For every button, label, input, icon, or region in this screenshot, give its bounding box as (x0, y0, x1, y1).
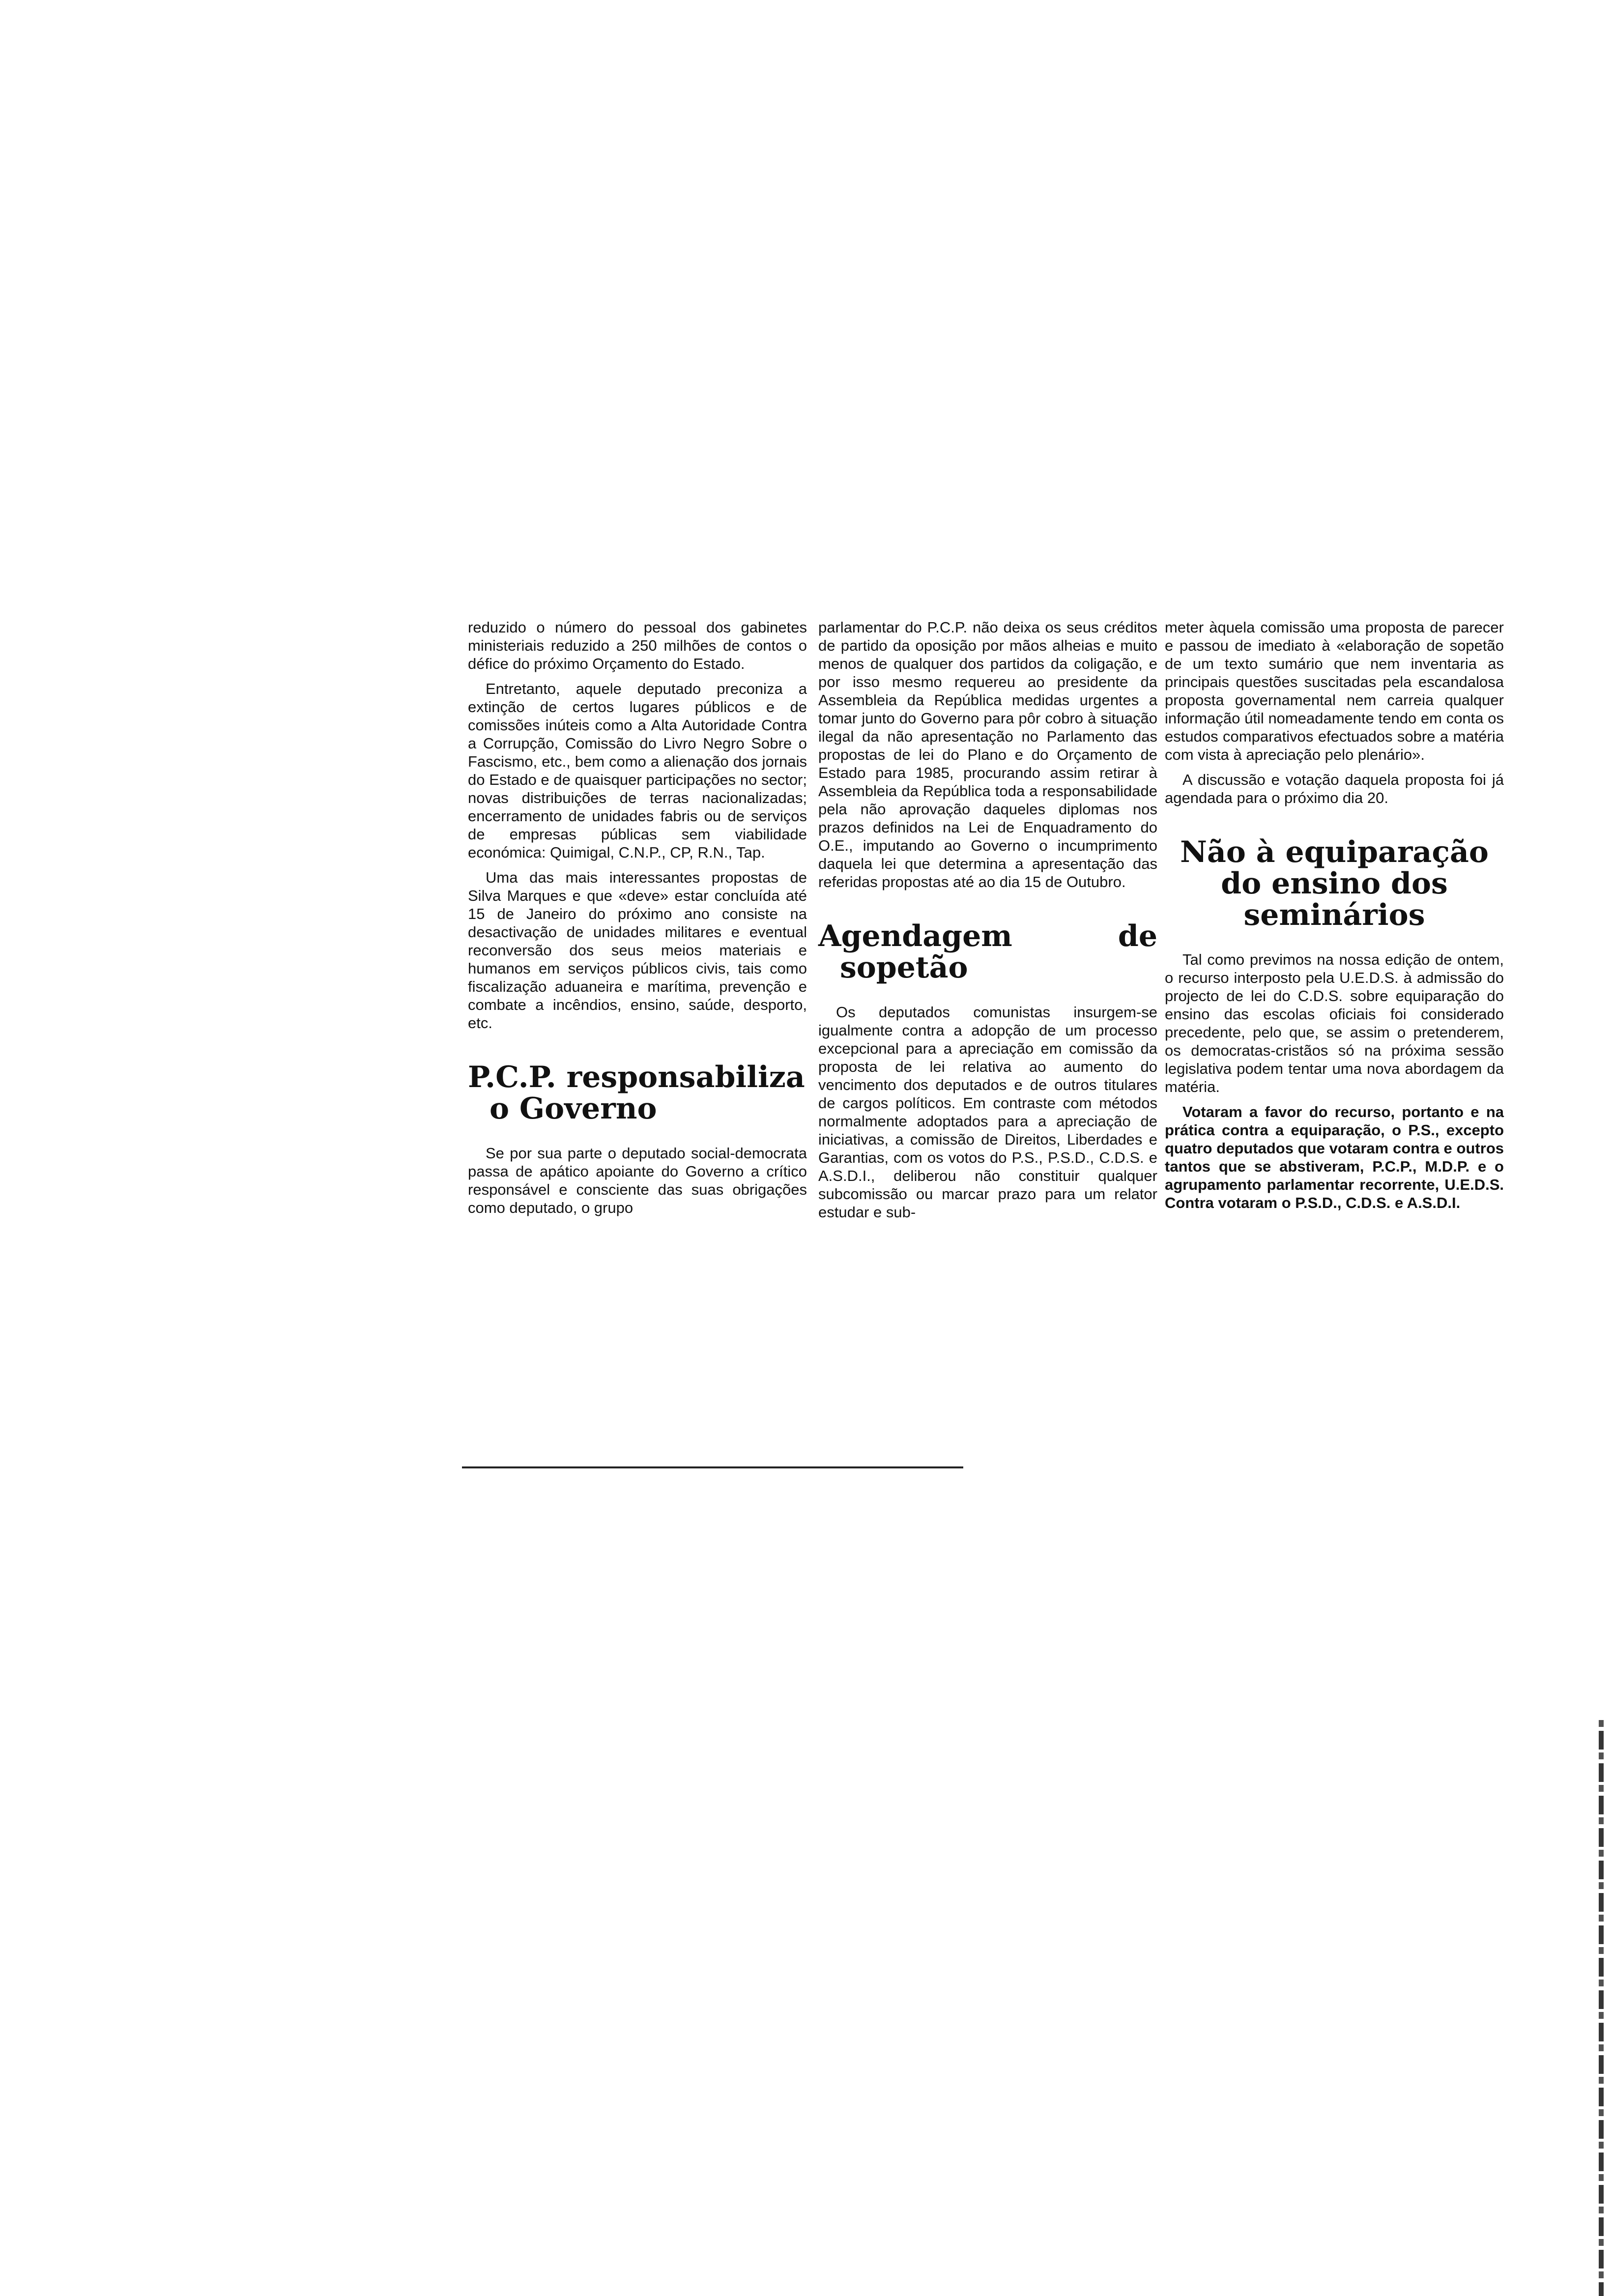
column1-paragraph-2: Entretanto, aquele deputado preconiza a extinção de certos lugares públicos e de comissões inúteis como a Alta Autoridade Contra a Corrupção, Comissão do Livro Negro Sobre o Fascismo, etc., bem como a alienação dos jornais do Estado e de quaisquer participações no sector; novas distribuições de terras nacionalizadas; encerramento de unidades fabris ou de serviços de empresas públicas sem viabilidade económica: Quimigal, C.N.P., CP, R.N., Tap. (468, 680, 807, 861)
subheading-pcp-line1: P.C.P. responsabiliza (468, 1060, 805, 1094)
scan-edge-artifact (1599, 1720, 1604, 2296)
article-column-2 (818, 618, 1157, 1228)
subheading-agendagem-line2: sopetão (840, 950, 968, 985)
subheading-equiparacao-line2: do ensino dos seminários (1221, 866, 1448, 932)
column3-paragraph-4: Votaram a favor do recurso, portanto e na prática contra a equiparação, o P.S., excepto quatro deputados que votaram contra e outros tantos que se abstiveram, P.C.P., M.D.P. e o agrupamento parlamentar recorrente, U.E.D.S. Contra votaram o P.S.D., C.D.S. e A.S.D.I. (1165, 1103, 1504, 1211)
bottom-rule (462, 1466, 963, 1468)
column2-paragraph-2: Os deputados comunistas insurgem-se igualmente contra a adopção de um processo excepcional para a apreciação em comissão da proposta de lei relativa ao aumento do vencimento dos deputados e de outros titulares de cargos políticos. Em contraste com métodos normalmente adoptados para a apreciação de iniciativas, a comissão de Direitos, Liberdades e Garantias, com os votos do P.S., P.S.D., C.D.S. e A.S.D.I., deliberou não constituir qualquer subcomissão ou marcar prazo para um relator estudar e sub- (818, 1004, 1157, 1221)
article-column-1 (468, 618, 807, 1224)
subheading-agendagem-line1 (818, 920, 1157, 952)
subheading-agendagem-word2: de (1118, 919, 1157, 953)
column3-paragraph-1: meter àquela comissão uma proposta de parecer e passou de imediato à «elaboração de sopetão de um texto sumário que nem inventaria as principais questões suscitadas pela escandalosa proposta governamental nem carreia qualquer informação útil nomeadamente tendo em conta os estudos comparativos efectuados sobre a matéria com vista à apreciação pelo plenário». (1165, 619, 1504, 763)
subheading-agendagem-word1: Agendagem (818, 919, 1012, 953)
subheading-nao-equiparacao (1165, 836, 1504, 931)
subheading-agendagem (818, 920, 1157, 983)
column3-paragraph-2: A discussão e votação daquela proposta foi já agendada para o próximo dia 20. (1165, 771, 1504, 806)
column1-paragraph-4: Se por sua parte o deputado social-democrata passa de apático apoiante do Governo a crítico responsável e consciente das suas obrigações como deputado, o grupo (468, 1145, 807, 1216)
column1-paragraph-1: reduzido o número do pessoal dos gabinetes ministeriais reduzido a 250 milhões de contos o défice do próximo Orçamento do Estado. (468, 619, 807, 672)
subheading-pcp-line2: o Governo (489, 1091, 657, 1126)
subheading-pcp-responsabiliza (468, 1062, 807, 1124)
column2-paragraph-1: parlamentar do P.C.P. não deixa os seus créditos de partido da oposição por mãos alheias e muito menos de qualquer dos partidos da coligação, e por isso mesmo requereu ao presidente da Assembleia da República medidas urgentes a tomar junto do Governo para pôr cobro à situação ilegal da não apresentação no Parlamento das propostas de lei do Plano e do Orçamento de Estado para 1985, procurando assim retirar à Assembleia da República toda a responsabilidade pela não aprovação daqueles diplomas nos prazos definidos na Lei de Enquadramento do O.E., imputando ao Governo o incumprimento daquela lei que determina a apresentação das referidas propostas até ao dia 15 de Outubro. (818, 619, 1157, 890)
column1-paragraph-3: Uma das mais interessantes propostas de Silva Marques e que «deve» estar concluída até 15 de Janeiro do próximo ano consiste na desactivação de unidades militares e eventual reconversão dos seus meios materiais e humanos em serviços públicos civis, tais como fiscalização aduaneira e marítima, prevenção e combate a incêndios, ensino, saúde, desporto, etc. (468, 869, 807, 1032)
column3-paragraph-3: Tal como previmos na nossa edição de ontem, o recurso interposto pela U.E.D.S. à admissão do projecto de lei do C.D.S. sobre equiparação do ensino das escolas oficiais foi considerado precedente, pelo que, se assim o pretenderem, os democratas-cristãos só na próxima sessão legislativa podem tentar uma nova abordagem da matéria. (1165, 951, 1504, 1095)
article-column-3 (1165, 618, 1504, 1219)
subheading-equiparacao-line1: Não à equiparação (1180, 835, 1489, 869)
